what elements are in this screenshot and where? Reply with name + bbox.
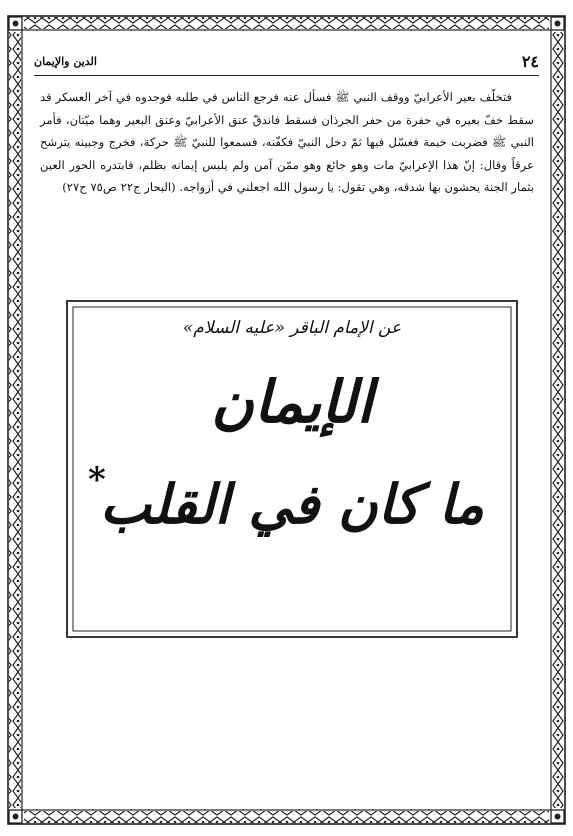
footnote-marker: * bbox=[88, 460, 106, 500]
hadith-calligraphy-line-2: ما كان في القلب bbox=[99, 472, 485, 536]
body-paragraph bbox=[40, 86, 534, 199]
hadith-calligraphy-line-1: الإيمان bbox=[211, 368, 373, 436]
hadith-box-frame bbox=[66, 300, 518, 638]
hadith-attribution: عن الإمام الباقر «عليه السلام» bbox=[182, 318, 402, 338]
page-number: ٢٤ bbox=[521, 52, 539, 71]
source-citation: (البحار ج٢٢ ص٧٥ ح٢٧) bbox=[62, 180, 176, 194]
paragraph-text: فتخلّف بعير الأعرابيّ ووقف النبي ﷺ فسأل عنه فرجع الناس في طلبه فوجدوه في آخر العسكر قد سقط خفّ بعيره في حفرة من حفر الجرذان فسقط فاندقّ عنق الأعرابيّ وعنق البعير وهما ميّتان، فأمر النبي ﷺ فضربت خيمة فغسّل فيها ثمّ دخل النبيّ فكفّنه، فسمعوا للنبيّ ﷺ حركة، فخرج وجبينه يترشح عرقاً وقال: إنّ هذا الإعرابيّ مات وهو جائع وهو ممّن آمن ولم يلبس إيمانه بظلم، فابتدره الحور العين بثمار الجنة يحشون بها شدقه، وهي تقول: يا رسول الله اجعلني في أزواجه. bbox=[40, 90, 534, 194]
body-text bbox=[40, 86, 534, 199]
hadith-box bbox=[66, 300, 518, 638]
running-title: الدين والإيمان bbox=[34, 55, 97, 68]
page-header bbox=[34, 52, 539, 74]
header-divider bbox=[34, 75, 539, 76]
